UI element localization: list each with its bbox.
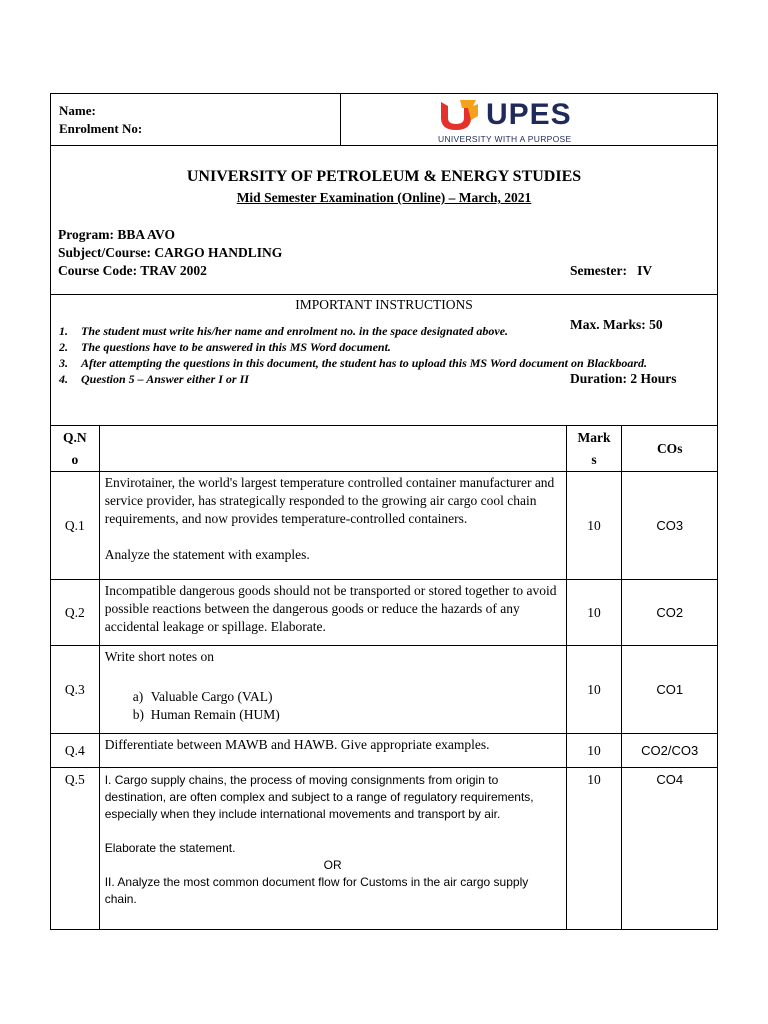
q2-number: Q.2 (51, 580, 100, 646)
max-marks: Max. Marks: 50 (570, 317, 663, 332)
q5-number: Q.5 (51, 768, 100, 930)
header-row (50, 93, 718, 146)
enrolment-label: Enrolment No: (59, 121, 143, 136)
question-header (99, 426, 566, 472)
q2-co: CO2 (622, 580, 718, 646)
q5-text: I. Cargo supply chains, the process of moving consignments from origin to destination, are often complex and subject to a range of regulatory requirements, especially when they include international movements and transport by air. Elaborate the statement. OR II. Analyze the most common document flow for Customs in the air cargo supply chain. (99, 768, 566, 930)
q2-text: Incompatible dangerous goods should not be transported or stored together to avoid possible reactions between the dangerous goods or reduce the hazards of any accidental leakage or spillage. Elaborate. (99, 580, 566, 646)
instruction-item: 3. After attempting the questions in this document, the student has to upload this MS Word document on Blackboard. (59, 356, 647, 370)
list-item: b) Human Remain (HUM) (132, 707, 280, 722)
instruction-item: 2. The questions have to be answered in this MS Word document. (59, 340, 391, 354)
logo-tagline: UNIVERSITY WITH A PURPOSE (438, 134, 572, 144)
q5-marks: 10 (566, 768, 622, 930)
q2-marks: 10 (566, 580, 622, 646)
logo-wordmark: UPES (486, 98, 572, 131)
program: Program: BBA AVO (58, 227, 175, 242)
instruction-item: 4. Question 5 – Answer either I or II (59, 372, 249, 386)
list-item: a) Valuable Cargo (VAL) (132, 689, 273, 704)
q4-number: Q.4 (51, 734, 100, 768)
logo-box (340, 93, 718, 146)
instructions-block (50, 294, 718, 426)
course-info (58, 226, 282, 280)
subject: Subject/Course: CARGO HANDLING (58, 245, 283, 260)
q1-number: Q.1 (51, 472, 100, 580)
q1-marks: 10 (566, 472, 622, 580)
q3-marks: 10 (566, 646, 622, 734)
university-name: UNIVERSITY OF PETROLEUM & ENERGY STUDIES (186, 168, 582, 185)
cos-header: COs (622, 426, 718, 472)
questions-table (50, 425, 718, 930)
name-label: Name: (59, 103, 96, 118)
q4-co: CO2/CO3 (622, 734, 718, 768)
instructions-title: IMPORTANT INSTRUCTIONS (295, 297, 473, 312)
q3-co: CO1 (622, 646, 718, 734)
table-row (51, 734, 718, 768)
q1-co: CO3 (622, 472, 718, 580)
q4-marks: 10 (566, 734, 622, 768)
table-row (51, 646, 718, 734)
q1-text: Envirotainer, the world's largest temperature controlled container manufacturer and service provider, has strategically responded to the growing air cargo cool chain requirements, and now provides temperature-controlled containers. Analyze the statement with examples. (99, 472, 566, 580)
table-row (51, 472, 718, 580)
q3-subitems (105, 688, 561, 724)
q3-text: Write short notes on a) Valuable Cargo (VAL) b) Human Remain (HUM) (99, 646, 566, 734)
qno-header: Q.N o (51, 426, 100, 472)
student-details-box (50, 93, 341, 146)
instructions-list (59, 323, 679, 387)
table-row (51, 580, 718, 646)
marks-header: Mark s (566, 426, 622, 472)
upes-logo (438, 96, 628, 144)
q3-number: Q.3 (51, 646, 100, 734)
duration: Duration: 2 Hours (570, 371, 677, 386)
table-header-row (51, 426, 718, 472)
semester: Semester: IV (570, 263, 653, 278)
table-row (51, 768, 718, 930)
q5-co: CO4 (622, 768, 718, 930)
course-code: Course Code: TRAV 2002 (58, 263, 207, 278)
q4-text: Differentiate between MAWB and HAWB. Give appropriate examples. (99, 734, 566, 768)
exam-name: Mid Semester Examination (Online) – March, 2021 (236, 190, 532, 205)
upes-logo-mark-icon (438, 96, 482, 134)
instruction-item: 1. The student must write his/her name and enrolment no. in the space designated above. (59, 324, 509, 338)
